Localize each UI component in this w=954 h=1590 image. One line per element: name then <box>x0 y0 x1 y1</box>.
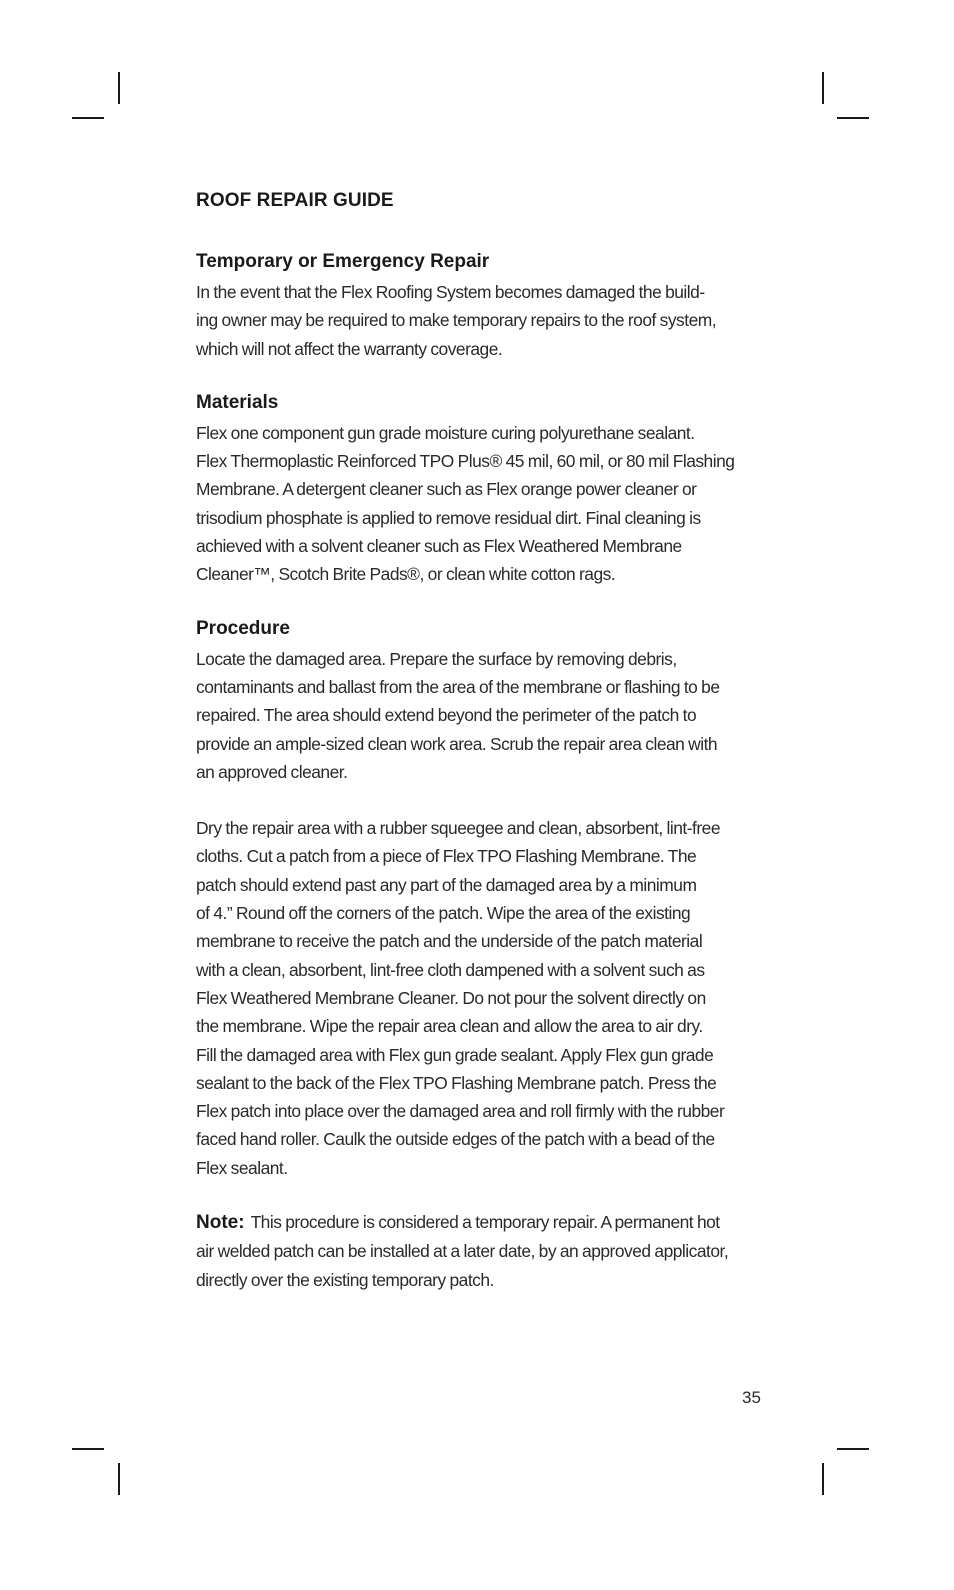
crop-mark-bottom-left-vertical <box>118 1463 120 1495</box>
text-line: achieved with a solvent cleaner such as Flex Weathered Membrane <box>196 536 682 557</box>
crop-mark-top-right-horizontal <box>837 117 869 119</box>
text-line: Membrane. A detergent cleaner such as Flex orange power cleaner or <box>196 479 697 500</box>
text-line: Flex Weathered Membrane Cleaner. Do not pour the solvent directly on <box>196 987 706 1008</box>
crop-mark-bottom-right-horizontal <box>837 1448 869 1450</box>
note-line: air welded patch can be installed at a later date, by an approved applicator, <box>196 1241 729 1262</box>
note-line <box>196 1208 771 1237</box>
section <box>196 389 771 589</box>
text-line: an approved cleaner. <box>196 761 348 782</box>
text-line: membrane to receive the patch and the underside of the patch material <box>196 931 703 952</box>
paragraph <box>196 814 771 1182</box>
crop-mark-bottom-left-horizontal <box>72 1448 104 1450</box>
text-line: Cleaner™, Scotch Brite Pads®, or clean white cotton rags. <box>196 564 616 585</box>
crop-mark-top-left-horizontal <box>72 117 104 119</box>
text-line: which will not affect the warranty coverage. <box>196 338 503 359</box>
page-title: ROOF REPAIR GUIDE <box>196 190 394 211</box>
text-line: Flex one component gun grade moisture curing polyurethane sealant. <box>196 422 695 443</box>
note-paragraph <box>196 1208 771 1294</box>
text-line: repaired. The area should extend beyond the perimeter of the patch to <box>196 705 697 726</box>
crop-mark-bottom-right-vertical <box>822 1463 824 1495</box>
section-heading: Materials <box>196 391 279 413</box>
text-line: provide an ample-sized clean work area. Scrub the repair area clean with <box>196 733 718 754</box>
text-line: of 4.” Round off the corners of the patch. Wipe the area of the existing <box>196 903 691 924</box>
note-line-text: This procedure is considered a temporary repair. A permanent hot <box>250 1212 720 1233</box>
text-line: the membrane. Wipe the repair area clean and allow the area to air dry. <box>196 1016 703 1037</box>
page-number: 35 <box>742 1388 761 1407</box>
sections-container <box>196 248 771 1182</box>
paragraph <box>196 645 771 786</box>
text-line: Fill the damaged area with Flex gun grade sealant. Apply Flex gun grade <box>196 1044 714 1065</box>
paragraph <box>196 278 771 363</box>
text-line: Flex patch into place over the damaged area and roll firmly with the rubber <box>196 1101 725 1122</box>
paragraph <box>196 419 771 589</box>
text-line: with a clean, absorbent, lint-free cloth dampened with a solvent such as <box>196 959 705 980</box>
note-label: Note: <box>196 1212 245 1234</box>
text-line: cloths. Cut a patch from a piece of Flex TPO Flashing Membrane. The <box>196 846 697 867</box>
text-line: In the event that the Flex Roofing System becomes damaged the build- <box>196 282 705 302</box>
section-heading: Temporary or Emergency Repair <box>196 251 490 272</box>
text-line: sealant to the back of the Flex TPO Flashing Membrane patch. Press the <box>196 1072 717 1093</box>
page-content <box>196 190 771 1320</box>
text-line: Flex sealant. <box>196 1157 288 1178</box>
text-line: trisodium phosphate is applied to remove residual dirt. Final cleaning is <box>196 507 701 528</box>
text-line: Locate the damaged area. Prepare the surface by removing debris, <box>196 648 677 669</box>
text-line: patch should extend past any part of the damaged area by a minimum <box>196 874 697 895</box>
text-line: Dry the repair area with a rubber squeegee and clean, absorbent, lint-free <box>196 818 720 839</box>
section <box>196 248 771 363</box>
crop-mark-top-left-vertical <box>118 72 120 104</box>
section <box>196 615 771 1182</box>
note-section <box>196 1208 771 1294</box>
section-heading: Procedure <box>196 617 290 639</box>
text-line: ing owner may be required to make temporary repairs to the roof system, <box>196 310 717 331</box>
text-line: contaminants and ballast from the area of the membrane or flashing to be <box>196 676 720 697</box>
crop-mark-top-right-vertical <box>822 72 824 104</box>
text-line: faced hand roller. Caulk the outside edges of the patch with a bead of the <box>196 1129 715 1150</box>
note-line: directly over the existing temporary patch. <box>196 1269 494 1290</box>
text-line: Flex Thermoplastic Reinforced TPO Plus® 45 mil, 60 mil, or 80 mil Flashing <box>196 451 735 472</box>
